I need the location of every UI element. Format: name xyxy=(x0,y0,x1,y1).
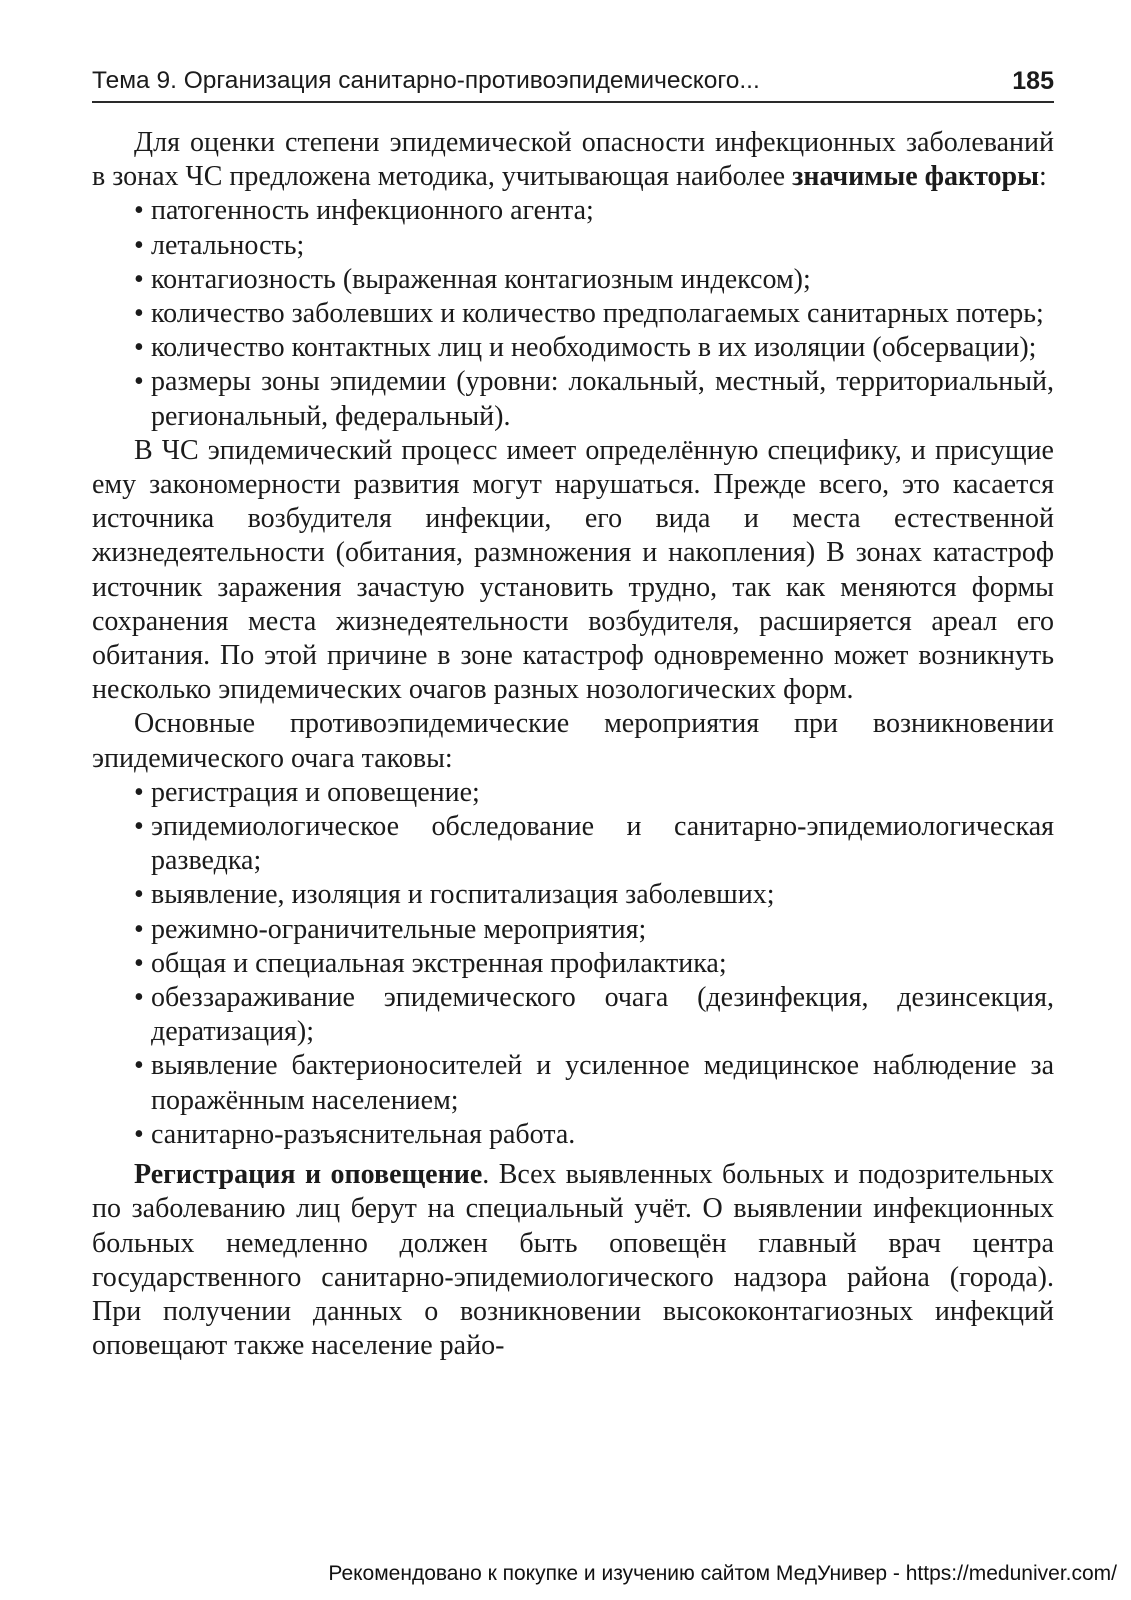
list-item xyxy=(92,981,1054,1049)
list-item-text: общая и специальная экстренная профилактика; xyxy=(151,947,727,979)
list-item xyxy=(92,263,1054,297)
intro-tail: : xyxy=(1038,161,1047,193)
list-item-text: контагиозность (выраженная контагиозным индексом); xyxy=(151,263,811,295)
bullet-icon: • xyxy=(134,1118,144,1150)
list-item xyxy=(92,810,1054,878)
measures-intro-paragraph: Основные противоэпидемические мероприятия при возникновении эпидемического очага таковы: xyxy=(92,708,1054,774)
bullet-icon: • xyxy=(134,776,144,808)
factors-list xyxy=(92,194,1054,433)
bullet-icon: • xyxy=(134,1050,144,1082)
page-number: 185 xyxy=(1012,67,1054,95)
bullet-icon: • xyxy=(134,229,144,261)
list-item-text: патогенность инфекционного агента; xyxy=(151,195,594,227)
list-item xyxy=(92,331,1054,365)
bullet-icon: • xyxy=(134,332,144,364)
header-rule xyxy=(92,101,1054,103)
bullet-icon: • xyxy=(134,947,144,979)
list-item-text: летальность; xyxy=(151,229,305,261)
registration-text: . Всех выявленных больных и подозрительных по заболеванию лиц берут на специальный учёт. О выявлении инфекционных больных немедленно должен быть оповещён главный врач центра государственного санитарно-эпидемиологического надзора района (города). При получении данных о возникновении высококонтагиозных инфекций оповещают также население райо- xyxy=(92,1159,1054,1362)
bullet-icon: • xyxy=(134,913,144,945)
list-item xyxy=(92,878,1054,912)
measures-list xyxy=(92,776,1054,1152)
list-item xyxy=(92,229,1054,263)
list-item xyxy=(92,1049,1054,1117)
running-title: Тема 9. Организация санитарно-противоэпидемического... xyxy=(92,67,760,94)
bullet-icon: • xyxy=(134,263,144,295)
list-item-text: количество заболевших и количество предполагаемых санитарных потерь; xyxy=(151,298,1044,330)
list-item-text: регистрация и оповещение; xyxy=(151,776,480,808)
list-item-text: количество контактных лиц и необходимость в их изоляции (обсервации); xyxy=(151,332,1037,364)
list-item xyxy=(92,947,1054,981)
list-item-text: выявление бактерионосителей и усиленное медицинское наблюдение за поражённым населением; xyxy=(151,1050,1054,1116)
list-item xyxy=(92,297,1054,331)
process-paragraph: В ЧС эпидемический процесс имеет определённую специфику, и присущие ему закономерности развития могут нарушаться. Прежде всего, это касается источника возбудителя инфекции, его вида и места естественной жизнедеятельности (обитания, размножения и накопления) В зонах катастроф источник заражения зачастую установить трудно, так как меняются формы сохранения места жизнедеятельности возбудителя, расширяется ареал его обитания. По этой причине в зоне катастроф одновременно может возникнуть несколько эпидемических очагов разных нозологических форм. xyxy=(92,434,1054,706)
list-item xyxy=(92,913,1054,947)
list-item-text: эпидемиологическое обследование и санитарно-эпидемиологическая разведка; xyxy=(151,811,1054,877)
intro-text: Для оценки степени эпидемической опасности инфекционных заболеваний в зонах ЧС предложена методика, учитывающая наиболее xyxy=(92,127,1054,193)
bullet-icon: • xyxy=(134,366,144,398)
registration-paragraph xyxy=(92,1158,1054,1363)
list-item-text: обеззараживание эпидемического очага (дезинфекция, дезинсекция, дератизация); xyxy=(151,982,1054,1048)
list-item xyxy=(92,776,1054,810)
bullet-icon: • xyxy=(134,982,144,1014)
bullet-icon: • xyxy=(134,195,144,227)
list-item-text: санитарно-разъяснительная работа. xyxy=(151,1118,576,1150)
intro-paragraph xyxy=(92,126,1054,194)
list-item-text: выявление, изоляция и госпитализация заболевших; xyxy=(151,879,775,911)
bullet-icon: • xyxy=(134,298,144,330)
registration-heading: Регистрация и оповещение xyxy=(134,1159,483,1191)
list-item xyxy=(92,1118,1054,1152)
list-item xyxy=(92,365,1054,433)
list-item-text: размеры зоны эпидемии (уровни: локальный, местный, территориальный, региональный, федеральный). xyxy=(151,366,1054,432)
footer-note: Рекомендовано к покупке и изучению сайтом МедУнивер - https://meduniver.com/ xyxy=(328,1562,1117,1585)
bullet-icon: • xyxy=(134,811,144,843)
list-item-text: режимно-ограничительные мероприятия; xyxy=(151,913,647,945)
page-body xyxy=(92,126,1054,1363)
running-header xyxy=(92,64,1054,102)
bullet-icon: • xyxy=(134,879,144,911)
list-item xyxy=(92,194,1054,228)
intro-bold-term: значимые факторы xyxy=(792,161,1039,193)
